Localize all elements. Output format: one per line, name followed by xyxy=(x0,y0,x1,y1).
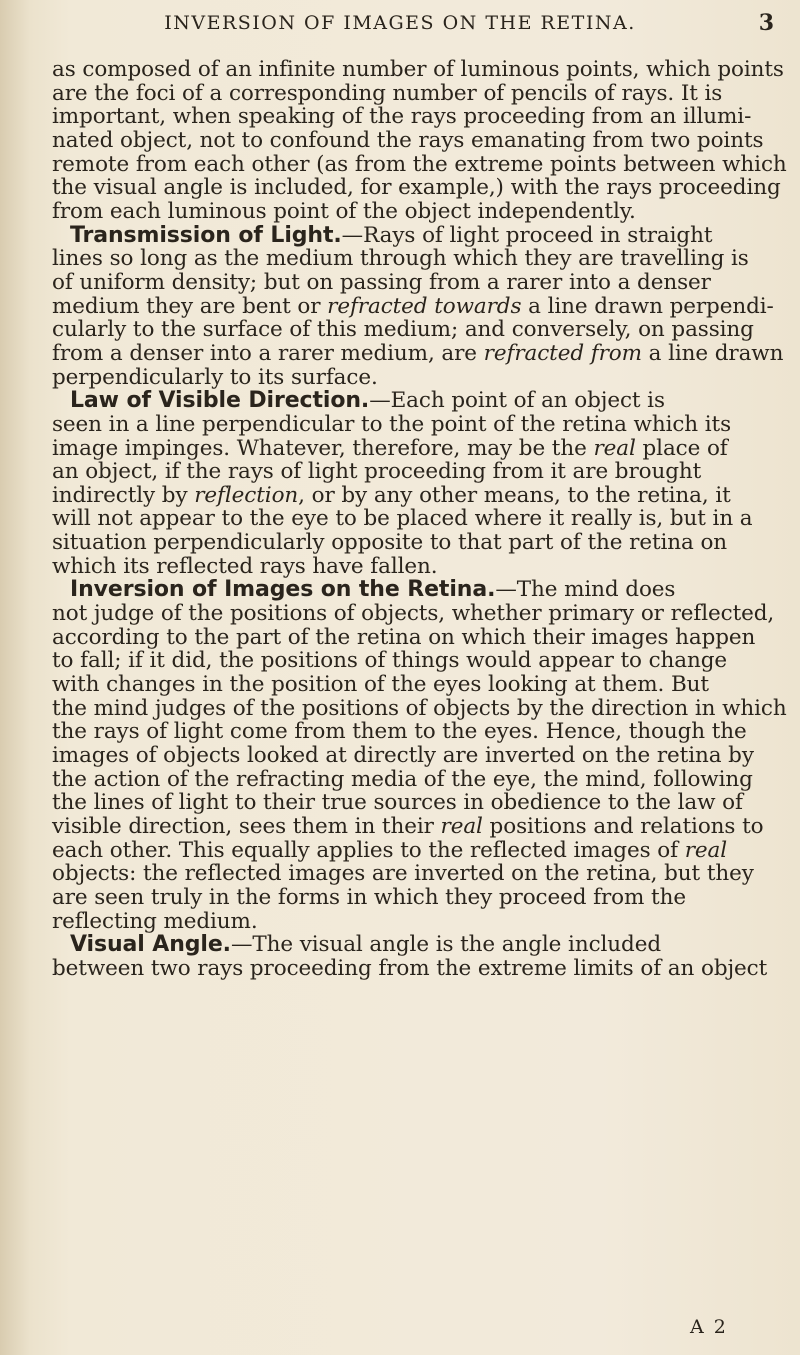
text-line: each other. This equally applies to the reflected images of real xyxy=(52,837,727,863)
text-line: perpendicularly to its surface. xyxy=(52,364,378,390)
paragraph-law-of-visible-direction xyxy=(52,389,792,578)
section-heading: Transmission of Light. xyxy=(70,222,342,248)
text-line xyxy=(52,224,792,248)
body-text xyxy=(52,58,792,981)
text-line-tail: —The mind does xyxy=(495,577,676,603)
text-line: the action of the refracting media of the eye, the mind, following xyxy=(52,766,753,792)
text-line: as composed of an infinite number of luminous points, which points xyxy=(52,57,784,82)
text-line-tail: —The visual angle is the angle included xyxy=(230,932,661,958)
text-line: image impinges. Whatever, therefore, may be the real place of xyxy=(52,435,728,461)
text-line xyxy=(52,389,792,413)
text-line: an object, if the rays of light proceeding from it are brought xyxy=(52,459,702,485)
text-line: objects: the reflected images are inverted on the retina, but they xyxy=(52,861,754,887)
paragraph-visual-angle xyxy=(52,933,792,980)
text-line-tail: —Rays of light proceed in straight xyxy=(341,222,713,248)
text-line: to fall; if it did, the positions of things would appear to change xyxy=(52,648,728,674)
text-line: with changes in the position of the eyes looking at them. But xyxy=(52,672,709,698)
text-line: from each luminous point of the object independently. xyxy=(52,198,636,224)
text-line: nated object, not to confound the rays emanating from two points xyxy=(52,127,764,153)
running-head-title: INVERSION OF IMAGES ON THE RETINA. xyxy=(164,12,636,34)
text-line: cularly to the surface of this medium; and conversely, on passing xyxy=(52,317,754,343)
section-heading: Visual Angle. xyxy=(70,932,231,958)
text-line: the lines of light to their true sources in obedience to the law of xyxy=(52,790,743,816)
text-line: the rays of light come from them to the eyes. Hence, though the xyxy=(52,719,747,745)
text-line: reflecting medium. xyxy=(52,908,258,934)
text-line: according to the part of the retina on which their images happen xyxy=(52,624,756,650)
paragraph-inversion-of-images xyxy=(52,578,792,933)
text-line-tail: —Each point of an object is xyxy=(369,388,665,414)
text-line: which its reflected rays have fallen. xyxy=(52,553,438,579)
text-line: remote from each other (as from the extreme points between which xyxy=(52,151,787,177)
section-heading: Inversion of Images on the Retina. xyxy=(70,577,496,603)
page-number: 3 xyxy=(758,10,774,36)
text-line: will not appear to the eye to be placed where it really is, but in a xyxy=(52,506,753,532)
text-line: important, when speaking of the rays proceeding from an illumi- xyxy=(52,104,752,130)
paragraph-intro xyxy=(52,58,792,224)
text-line: the visual angle is included, for example,) with the rays proceeding xyxy=(52,175,781,201)
text-line: lines so long as the medium through which they are travelling is xyxy=(52,246,749,272)
text-line: are seen truly in the forms in which they proceed from the xyxy=(52,884,686,910)
running-head xyxy=(0,6,800,40)
text-line: are the foci of a corresponding number of pencils of rays. It is xyxy=(52,80,723,106)
text-line: images of objects looked at directly are inverted on the retina by xyxy=(52,743,754,769)
text-line: between two rays proceeding from the extreme limits of an object xyxy=(52,955,768,981)
paragraph-transmission-of-light xyxy=(52,224,792,390)
section-heading: Law of Visible Direction. xyxy=(70,388,370,414)
text-line: visible direction, sees them in their real positions and relations to xyxy=(52,814,764,839)
text-line xyxy=(52,578,792,602)
text-line: from a denser into a rarer medium, are refracted from a line drawn xyxy=(52,340,784,366)
text-line: medium they are bent or refracted towards a line drawn perpendi- xyxy=(52,293,774,319)
text-line: the mind judges of the positions of objects by the direction in which xyxy=(52,695,787,721)
text-line: situation perpendicularly opposite to that part of the retina on xyxy=(52,530,728,556)
text-line: seen in a line perpendicular to the point of the retina which its xyxy=(52,411,732,437)
text-line: of uniform density; but on passing from a rarer into a denser xyxy=(52,269,711,295)
text-line: indirectly by reflection, or by any other means, to the retina, it xyxy=(52,482,731,508)
text-line: not judge of the positions of objects, whether primary or reflected, xyxy=(52,601,775,627)
signature-mark: A 2 xyxy=(690,1316,728,1338)
text-line xyxy=(52,933,792,957)
